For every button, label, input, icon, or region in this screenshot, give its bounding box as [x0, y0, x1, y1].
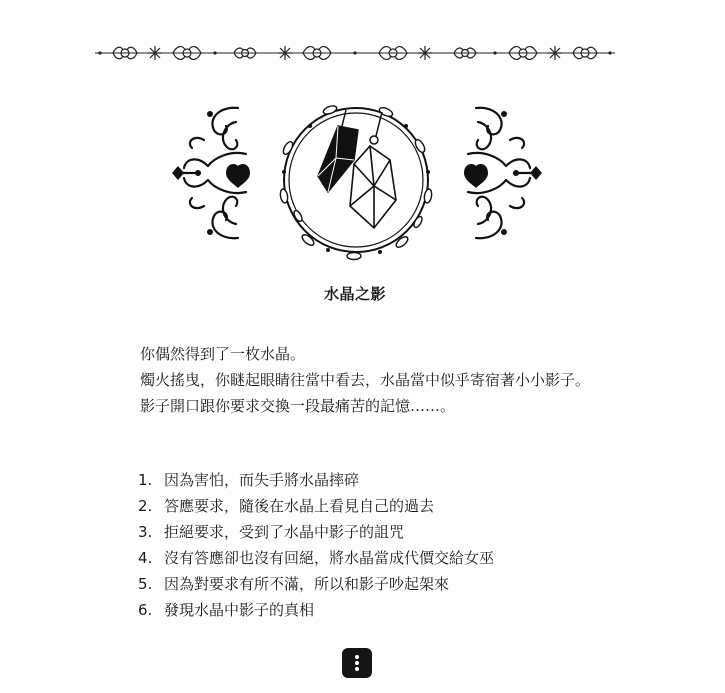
- story-line: 你偶然得到了一枚水晶。: [140, 345, 306, 363]
- choice-number: 2.: [138, 497, 153, 515]
- choice-number: 1.: [138, 471, 153, 489]
- choice-text: 拒絕要求，受到了水晶中影子的詛咒: [164, 523, 405, 541]
- decorative-border-icon: [95, 40, 615, 66]
- choice-number: 4.: [138, 549, 153, 567]
- choice-item: [138, 519, 608, 545]
- choice-text: 沒有答應卻也沒有回絕，將水晶當成代價交給女巫: [164, 549, 495, 567]
- crystal-wreath-emblem-icon: [270, 96, 446, 266]
- more-vertical-icon: [355, 667, 359, 671]
- more-vertical-icon: [355, 655, 359, 659]
- choice-text: 發現水晶中影子的真相: [164, 601, 315, 619]
- story-text: [140, 341, 610, 419]
- choice-item: [138, 597, 608, 623]
- choice-number: 5.: [138, 575, 153, 593]
- story-line: 燭火搖曳，你瞇起眼睛往當中看去，水晶當中似乎寄宿著小小影子。: [140, 371, 591, 389]
- more-options-button[interactable]: [342, 648, 372, 678]
- choice-text: 答應要求，隨後在水晶上看見自己的過去: [164, 497, 435, 515]
- choice-item: [138, 571, 608, 597]
- more-vertical-icon: [355, 661, 359, 665]
- page-title: 水晶之影: [323, 285, 386, 303]
- filigree-ornament-left-icon: [168, 100, 254, 246]
- choice-item: [138, 493, 608, 519]
- choice-number: 6.: [138, 601, 153, 619]
- choice-item: [138, 467, 608, 493]
- choice-item: [138, 545, 608, 571]
- story-line: 影子開口跟你要求交換一段最痛苦的記憶……。: [140, 397, 456, 415]
- choice-number: 3.: [138, 523, 153, 541]
- choice-list: [138, 467, 608, 623]
- filigree-ornament-right-icon: [460, 100, 546, 246]
- choice-text: 因為害怕，而失手將水晶摔碎: [164, 471, 360, 489]
- choice-text: 因為對要求有所不滿，所以和影子吵起架來: [164, 575, 450, 593]
